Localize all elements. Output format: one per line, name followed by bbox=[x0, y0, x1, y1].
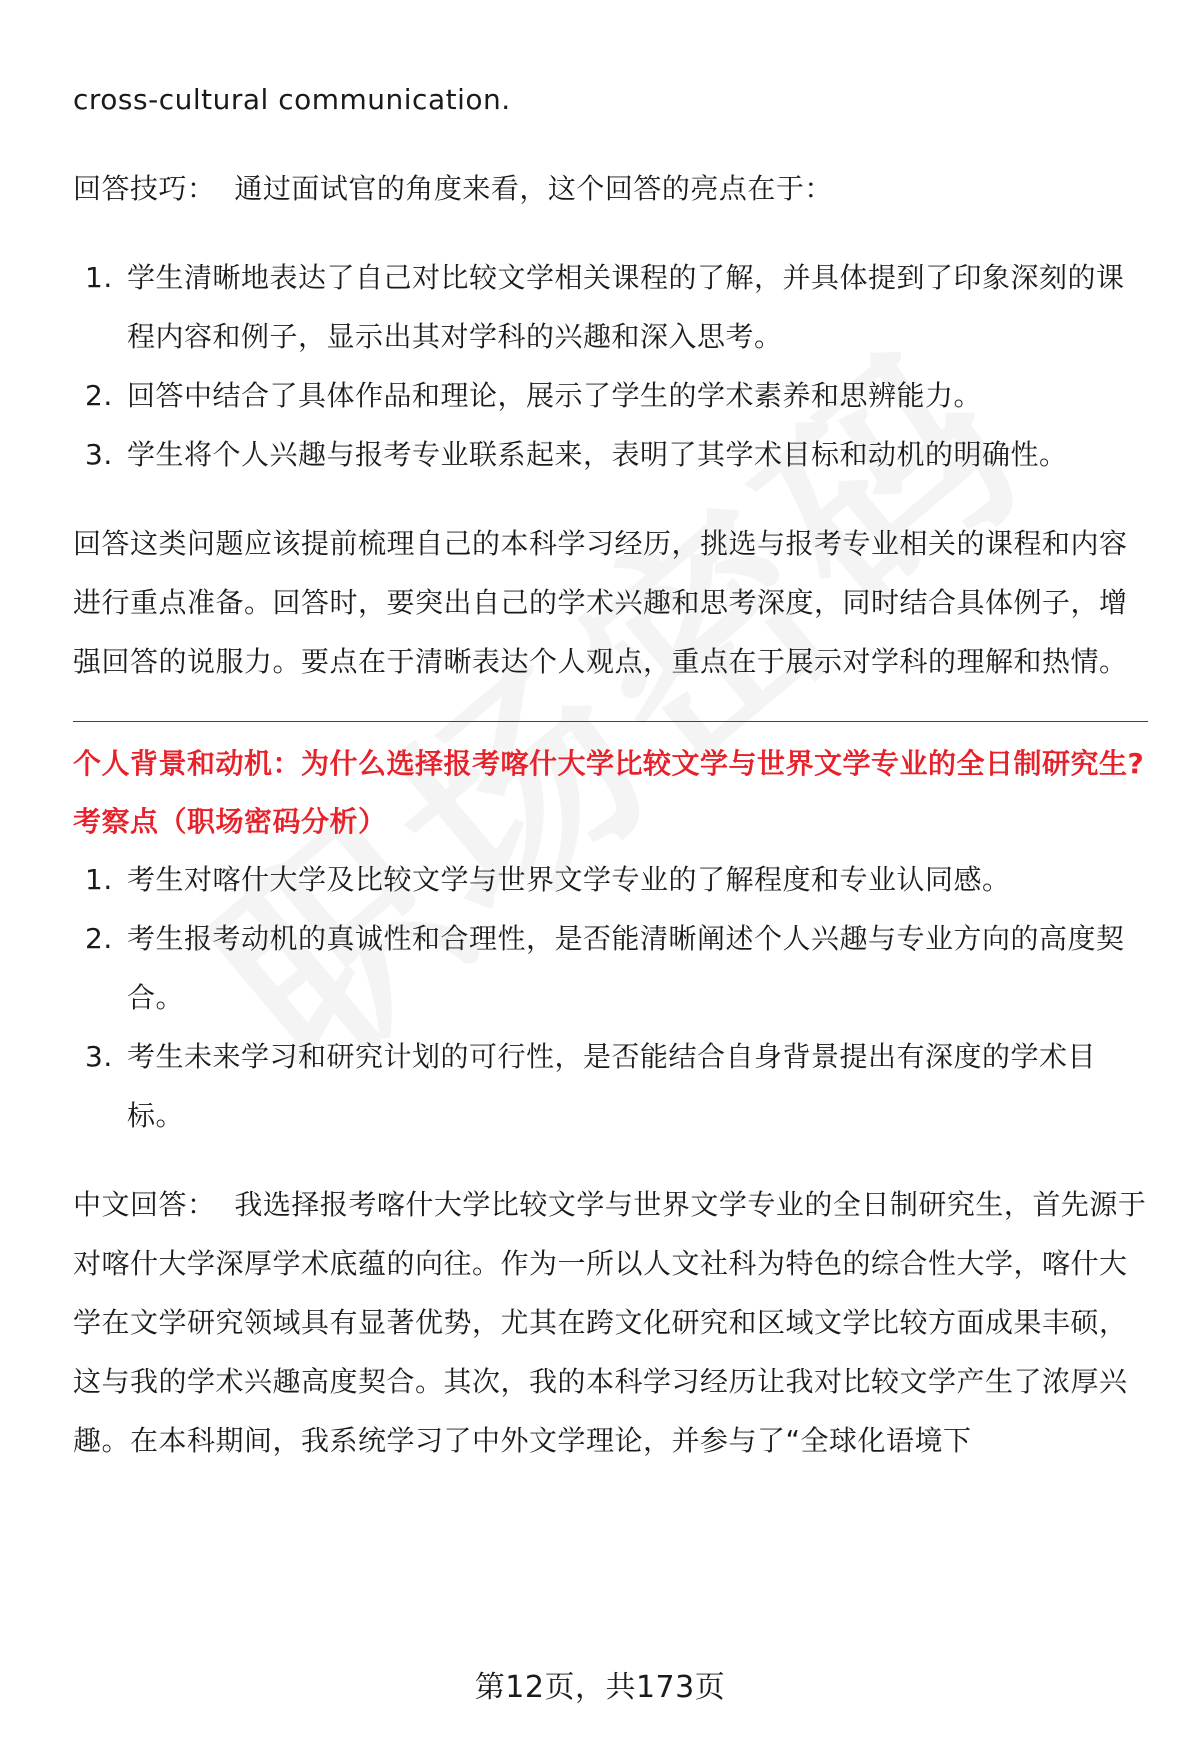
tips-label: 回答技巧： bbox=[73, 172, 216, 205]
highlights-list bbox=[73, 248, 1148, 484]
list-item bbox=[73, 1027, 1148, 1145]
list-number: 3. bbox=[85, 438, 113, 471]
list-text: 学生将个人兴趣与报考专业联系起来，表明了其学术目标和动机的明确性。 bbox=[127, 438, 1068, 471]
list-number: 1. bbox=[85, 863, 113, 896]
answer-paragraph bbox=[73, 1175, 1148, 1470]
list-text: 学生清晰地表达了自己对比较文学相关课程的了解，并具体提到了印象深刻的课程内容和例子，显示出其对学科的兴趣和深入思考。 bbox=[127, 261, 1125, 353]
list-text: 考生报考动机的真诚性和合理性，是否能清晰阐述个人兴趣与专业方向的高度契合。 bbox=[127, 922, 1125, 1014]
list-item bbox=[73, 248, 1148, 366]
tips-text: 通过面试官的角度来看，这个回答的亮点在于： bbox=[234, 172, 833, 205]
list-text: 考生未来学习和研究计划的可行性，是否能结合自身背景提出有深度的学术目标。 bbox=[127, 1040, 1097, 1132]
list-item bbox=[73, 366, 1148, 425]
list-text: 回答中结合了具体作品和理论，展示了学生的学术素养和思辨能力。 bbox=[127, 379, 983, 412]
list-number: 1. bbox=[85, 261, 113, 294]
intro-line: cross-cultural communication. bbox=[73, 83, 511, 116]
list-text: 考生对喀什大学及比较文学与世界文学专业的了解程度和专业认同感。 bbox=[127, 863, 1011, 896]
list-number: 3. bbox=[85, 1040, 113, 1073]
advice-paragraph: 回答这类问题应该提前梳理自己的本科学习经历，挑选与报考专业相关的课程和内容进行重点准备。回答时，要突出自己的学术兴趣和思考深度，同时结合具体例子，增强回答的说服力。要点在于清晰表达个人观点，重点在于展示对学科的理解和热情。 bbox=[73, 527, 1128, 678]
answer-label: 中文回答： bbox=[73, 1188, 216, 1221]
list-item bbox=[73, 850, 1148, 909]
question-heading: 个人背景和动机：为什么选择报考喀什大学比较文学与世界文学专业的全日制研究生? bbox=[73, 747, 1145, 780]
answer-text: 我选择报考喀什大学比较文学与世界文学专业的全日制研究生，首先源于对喀什大学深厚学术底蕴的向往。作为一所以人文社科为特色的综合性大学，喀什大学在文学研究领域具有显著优势，尤其在跨文化研究和区域文学比较方面成果丰硕，这与我的学术兴趣高度契合。其次，我的本科学习经历让我对比较文学产生了浓厚兴趣。在本科期间，我系统学习了中外文学理论，并参与了“全球化语境下 bbox=[73, 1188, 1147, 1457]
tips-paragraph bbox=[73, 159, 1148, 218]
page-content bbox=[73, 70, 1148, 1470]
focus-heading: 考察点（职场密码分析） bbox=[73, 805, 387, 838]
section-divider bbox=[73, 721, 1148, 722]
page-footer: 第12页，共173页 bbox=[474, 1670, 726, 1705]
list-number: 2. bbox=[85, 922, 113, 955]
focus-list bbox=[73, 850, 1148, 1145]
list-item bbox=[73, 425, 1148, 484]
list-number: 2. bbox=[85, 379, 113, 412]
list-item bbox=[73, 909, 1148, 1027]
